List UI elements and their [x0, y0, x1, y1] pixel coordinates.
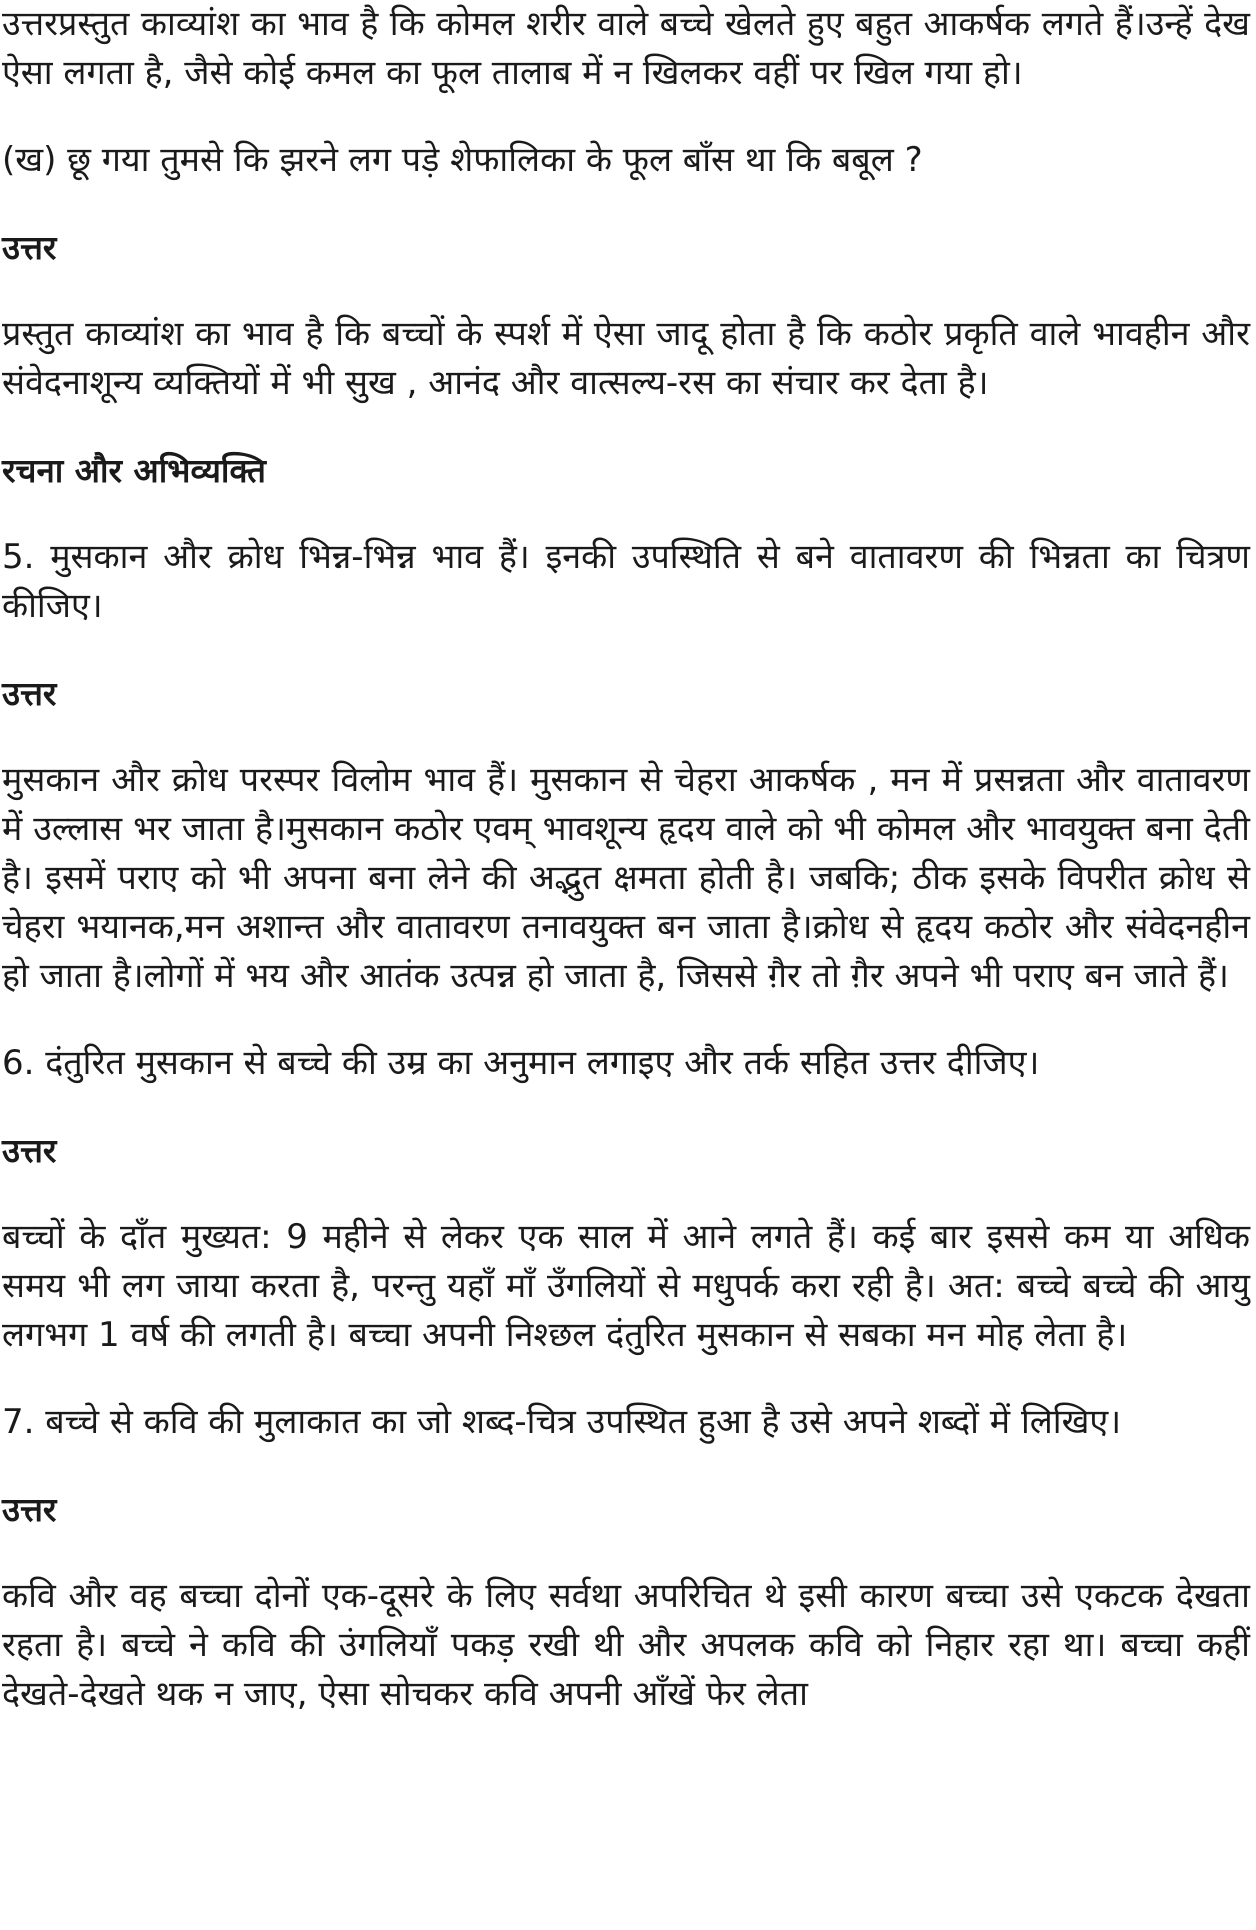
- spacer: [2, 631, 1250, 669]
- answer-paragraph-muskan: मुसकान और क्रोध परस्पर विलोम भाव हैं। मुसकान से चेहरा आकर्षक , मन में प्रसन्नता और वातावरण में उल्लास भर जाता है।मुसकान कठोर एवम् भावशून्य हृदय वाले को भी कोमल और भावयुक्त बना देती है। इसमें पराए को भी अपना बना लेने की अद्भुत क्षमता होती है। जबकि; ठीक इसके विपरीत क्रोध से चेहरा भयानक,मन अशान्त और वातावरण तनावयुक्त बन जाता है।क्रोध से हृदय कठोर और संवेदनहीन हो जाता है।लोगों में भय और आतंक उत्पन्न हो जाता है, जिससे ग़ैर तो ग़ैर अपने भी पराए बन जाते हैं।: [2, 760, 1250, 996]
- question-6: 6. दंतुरित मुसकान से बच्चे की उम्र का अनुमान लगाइए और तर्क सहित उत्तर दीजिए।: [2, 1043, 1040, 1083]
- spacer: [2, 98, 1250, 136]
- section-heading-rachna: रचना और अभिव्यक्ति: [2, 451, 266, 490]
- spacer: [2, 495, 1250, 533]
- spacer: [2, 272, 1250, 310]
- spacer: [2, 1001, 1250, 1039]
- spacer: [2, 1534, 1250, 1572]
- spacer: [2, 1175, 1250, 1213]
- answer-heading: उत्तर: [2, 228, 57, 267]
- answer-paragraph-kamal: उत्तरप्रस्तुत काव्यांश का भाव है कि कोमल शरीर वाले बच्चे खेलते हुए बहुत आकर्षक लगते हैं।उन्हें देख ऐसा लगता है, जैसे कोई कमल का फूल तालाब में न खिलकर वहीं पर खिल गया हो।: [2, 4, 1250, 93]
- answer-heading: उत्तर: [2, 1490, 57, 1529]
- spacer: [2, 408, 1250, 446]
- spacer: [2, 1447, 1250, 1485]
- spacer: [2, 1360, 1250, 1398]
- answer-heading: उत्तर: [2, 674, 57, 713]
- answer-paragraph-sparsh: प्रस्तुत काव्यांश का भाव है कि बच्चों के स्पर्श में ऐसा जादू होता है कि कठोर प्रकृति वाले भावहीन और संवेदनाशून्य व्यक्तियों में भी सुख , आनंद और वात्सल्य-रस का संचार कर देता है।: [2, 314, 1250, 403]
- question-kha: (ख) छू गया तुमसे कि झरने लग पड़े शेफालिका के फूल बाँस था कि बबूल ?: [2, 140, 923, 180]
- answer-paragraph-daant: बच्चों के दाँत मुख्यत: 9 महीने से लेकर एक साल में आने लगते हैं। कई बार इससे कम या अधिक समय भी लग जाया करता है, परन्तु यहाँ माँ उँगलियों से मधुपर्क करा रही है। अत: बच्चे बच्चे की आयु लगभग 1 वर्ष की लगती है। बच्चा अपनी निश्छल दंतुरित मुसकान से सबका मन मोह लेता है।: [2, 1217, 1250, 1355]
- spacer: [2, 718, 1250, 756]
- answer-heading: उत्तर: [2, 1131, 57, 1170]
- answer-paragraph-mulakat: कवि और वह बच्चा दोनों एक-दूसरे के लिए सर्वथा अपरिचित थे इसी कारण बच्चा उसे एकटक देखता रहता है। बच्चे ने कवि की उंगलियाँ पकड़ रखी थी और अपलक कवि को निहार रहा था। बच्चा कहीं देखते-देखते थक न जाए, ऐसा सोचकर कवि अपनी आँखें फेर लेता: [2, 1576, 1250, 1714]
- question-7: 7. बच्चे से कवि की मुलाकात का जो शब्द-चित्र उपस्थित हुआ है उसे अपने शब्दों में लिखिए।: [2, 1402, 1122, 1442]
- spacer: [2, 185, 1250, 223]
- question-5: 5. मुसकान और क्रोध भिन्न-भिन्न भाव हैं। इनकी उपस्थिति से बने वातावरण की भिन्नता का चित्रण कीजिए।: [2, 537, 1250, 626]
- spacer: [2, 1088, 1250, 1126]
